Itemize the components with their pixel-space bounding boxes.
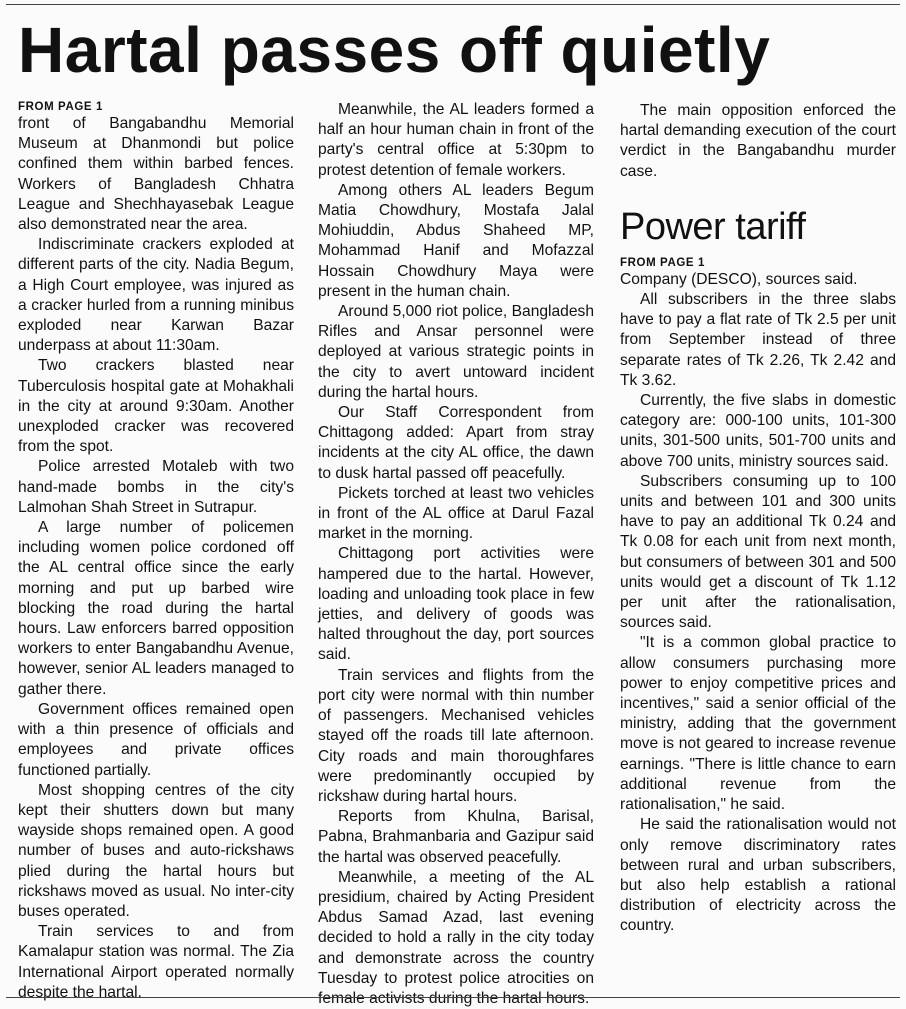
story-paragraph: Indiscriminate crackers exploded at different parts of the city. Nadia Begum, a High Court employee, was injured as a cracker hurled from a running minibus exploded near Karwan Bazar underpass at about 11:30am.	[18, 236, 294, 355]
story-paragraph: A large number of policemen including women police cordoned off the AL central office since the early morning and put up barbed wire blocking the road during the hartal hours. Law enforcers barred opposition workers to enter Bangabandhu Avenue, however, senior AL leaders managed to gather there.	[18, 519, 294, 698]
story-paragraph: Train services and flights from the port city were normal with thin number of passengers. Mechanised vehicles stayed off the roads till late afternoon. City roads and main thoroughfares were predominantly occupied by rickshaw during hartal hours.	[318, 666, 594, 805]
headline: Hartal passes off quietly	[18, 14, 771, 86]
story-paragraph: Around 5,000 riot police, Bangladesh Rifles and Ansar personnel were deployed at various strategic points in the city to avert untoward incident during the hartal hours.	[318, 303, 594, 401]
main-story-kicker: FROM PAGE 1	[18, 101, 103, 113]
second-story-kicker: FROM PAGE 1	[620, 256, 705, 269]
column-1	[18, 100, 294, 1003]
story-paragraph: Reports from Khulna, Barisal, Pabna, Brahmanbaria and Gazipur said the hartal was observed peacefully.	[318, 808, 594, 866]
column-3	[620, 101, 896, 937]
story-paragraph: Company (DESCO), sources said.	[620, 270, 858, 288]
story-paragraph: Currently, the five slabs in domestic category are: 000-100 units, 101-300 units, 301-500 units, 501-700 units and above 700 units, ministry sources said.	[620, 392, 896, 470]
story-paragraph: Pickets torched at least two vehicles in front of the AL office at Darul Fazal market in the morning.	[318, 484, 594, 543]
story-paragraph: "It is a common global practice to allow consumers purchasing more power to enjoy competitive prices and incentives," said a senior official of the ministry, adding that the government move is not geared to increase revenue earnings. "There is little chance to earn additional revenue from the rationalisation," he said.	[620, 634, 896, 814]
story-paragraph: Most shopping centres of the city kept their shutters down but many wayside shops remained open. A good number of buses and auto-rickshaws plied during the hartal hours but rickshaws moved as usual. No inter-city buses operated.	[18, 781, 294, 920]
story-paragraph: front of Bangabandhu Memorial Museum at Dhanmondi but police confined them within barbed fences. Workers of Bangladesh Chhatra League and Shechhayasebak League also demonstrated near the area.	[18, 115, 294, 234]
story-paragraph: Our Staff Correspondent from Chittagong added: Apart from stray incidents at the city AL office, the dawn to dusk hartal passed off peacefully.	[318, 404, 594, 482]
story-paragraph: Police arrested Motaleb with two hand-made bombs in the city's Lalmohan Shah Street in Sutrapur.	[18, 458, 294, 516]
story-paragraph: Subscribers consuming up to 100 units and between 101 and 300 units have to pay an additional Tk 0.24 and Tk 0.08 for each unit from next month, but consumers of between 301 and 500 units would get a discount of Tk 1.12 per unit after the rationalisation, sources said.	[620, 472, 896, 632]
column-2	[318, 100, 594, 1009]
story-paragraph: Chittagong port activities were hampered due to the hartal. However, loading and unloading took place in few jetties, and delivery of goods was halted throughout the day, port sources said.	[318, 545, 594, 664]
story-paragraph: Train services to and from Kamalapur station was normal. The Zia International Airport operated normally despite the hartal.	[18, 923, 294, 1001]
top-rule	[6, 4, 900, 5]
story-paragraph: The main opposition enforced the hartal demanding execution of the court verdict in the Bangabandhu murder case.	[620, 102, 896, 180]
story-paragraph: Meanwhile, a meeting of the AL presidium, chaired by Acting President Abdus Samad Azad, last evening decided to hold a rally in the city today and demonstrate across the country Tuesday to protest police atrocities on female activists during the hartal hours.	[318, 868, 594, 1007]
story-paragraph: He said the rationalisation would not only remove discriminatory rates between rural and urban subscribers, but also help establish a rational distribution of electricity across the country.	[620, 816, 896, 935]
story-paragraph: All subscribers in the three slabs have to pay a flat rate of Tk 2.5 per unit from September instead of three separate rates of Tk 2.26, Tk 2.42 and Tk 3.62.	[620, 291, 896, 389]
story-paragraph: Among others AL leaders Begum Matia Chowdhury, Mostafa Jalal Mohiuddin, Abdus Shaheed MP, Mohammad Hanif and Mofazzal Hossain Chowdhury Maya were present in the human chain.	[318, 181, 594, 300]
story-paragraph: Government offices remained open with a thin presence of officials and employees and private offices functioned partially.	[18, 700, 294, 779]
story-paragraph: Meanwhile, the AL leaders formed a half an hour human chain in front of the party's central office at 5:30pm to protest detention of female workers.	[318, 101, 594, 179]
story-paragraph: Two crackers blasted near Tuberculosis hospital gate at Mohakhali in the city at around 9:30am. Another unexploded cracker was recovered from the spot.	[18, 357, 294, 456]
bottom-rule	[6, 997, 900, 998]
second-story-headline: Power tariff	[620, 205, 806, 248]
